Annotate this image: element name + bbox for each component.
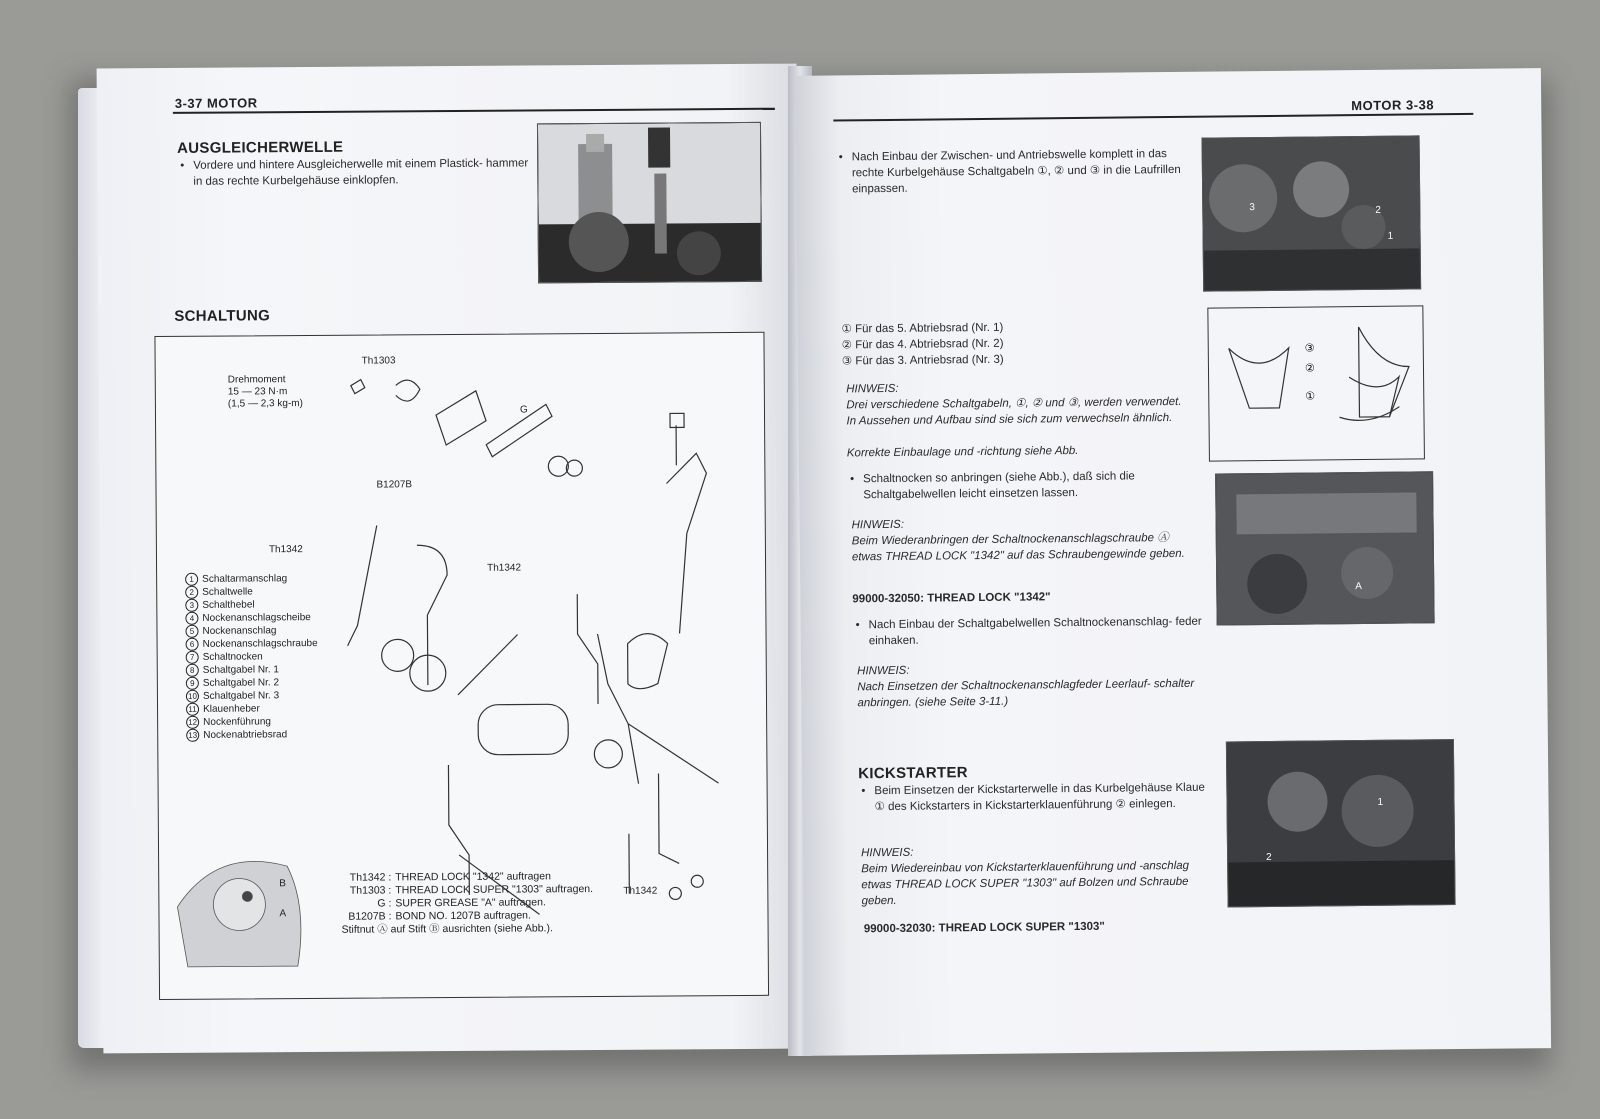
fork-label-1: ①: [1305, 390, 1316, 403]
hinweis4-title: HINWEIS:: [860, 846, 914, 860]
legend-item: 11 Klauenheber: [186, 702, 260, 716]
paragraph-schaltnocken: • Schaltnocken so anbringen (siehe Abb.), daß sich die Schaltgabelwellen leicht einsetzen lassen.: [863, 468, 1197, 503]
photo1-label-2: 2: [1375, 204, 1381, 216]
ausgleicherwelle-text: • Vordere und hintere Ausgleicherwelle mit einem Plastick- hammer in das rechte Kurbelgehäuse einklopfen.: [193, 155, 533, 189]
label-torque-kgm: (1,5 — 2,3 kg-m): [227, 398, 303, 410]
hinweis1-text: Drei verschiedene Schaltgabeln, ①, ② und ③, werden verwendet. In Aussehen und Aufbau sind sie sich zum verwechseln ähnlich.: [846, 395, 1182, 428]
legend-item: 10 Schaltgabel Nr. 3: [186, 689, 279, 703]
right-header-rule: [833, 113, 1473, 122]
right-page-header: MOTOR 3-38: [1351, 97, 1435, 114]
label-grease-g: G: [519, 404, 528, 416]
paragraph-kickstarter: • Beim Einsetzen der Kickstarterwelle in das Kurbelgehäuse Klaue ① des Kickstarters in Kickstarterklauenführung ② einlegen.: [874, 780, 1210, 816]
hinweis4-text: Beim Wiedereinbau von Kickstarterklauenführung und -anschlag etwas THREAD LOCK SUPER "1303" auf Bolzen und Schraube geben.: [861, 859, 1190, 908]
hinweis3-text: Nach Einsetzen der Schaltnockenanschlagfeder Leerlauf- schalter anbringen. (siehe Seite 3-11.): [857, 677, 1195, 710]
photo3-label-a: A: [1355, 581, 1362, 593]
photo4-label-2: 2: [1266, 851, 1272, 864]
fork-label-2: ②: [1304, 362, 1315, 375]
key-row: B1207B : BOND NO. 1207B auftragen.: [348, 909, 531, 923]
right-page: [795, 68, 1551, 1056]
label-th1342-center: Th1342: [487, 562, 522, 574]
compound-key-list: [341, 870, 593, 937]
legend-item: 7 Schaltnocken: [186, 650, 263, 664]
gearbox-illustration: [1203, 136, 1421, 290]
inset-label-a: A: [279, 908, 287, 920]
photo1-label-1: 1: [1387, 230, 1394, 242]
hinweis2-text: Beim Wiederanbringen der Schaltnockenanschlagschraube Ⓐ etwas THREAD LOCK "1342" auf das Schraubengewinde geben.: [851, 532, 1185, 564]
photo4-label-1: 1: [1377, 796, 1384, 808]
label-th1342-bottom: Th1342: [623, 885, 658, 897]
shift-cam-illustration: [1216, 472, 1434, 624]
photo-shift-forks-installed: [1202, 135, 1422, 291]
fork-list-item: ③ Für das 3. Antriebsrad (Nr. 3): [841, 353, 1004, 368]
fork-label-3: ③: [1304, 342, 1315, 355]
ausgleicherwelle-title: AUSGLEICHERWELLE: [177, 138, 344, 157]
fork-list: [841, 318, 1161, 369]
legend-item: 2 Schaltwelle: [185, 585, 253, 598]
legend-item: 3 Schalthebel: [185, 598, 254, 611]
balancer-shaft-photo: [537, 122, 762, 284]
photo-shift-cam: [1215, 471, 1435, 625]
shift-mechanism-diagram: [154, 332, 769, 1000]
stiftnut-note: Stiftnut Ⓐ auf Stift Ⓑ ausrichten (siehe Abb.).: [341, 922, 553, 936]
part-number-1303: 99000-32030: THREAD LOCK SUPER "1303": [863, 920, 1105, 936]
kickstarter-title: KICKSTARTER: [858, 764, 968, 783]
left-header-rule: [173, 108, 775, 114]
left-page-header: 3-37 MOTOR: [174, 95, 258, 111]
legend-item: 6 Nockenanschlagschraube: [186, 637, 318, 651]
part-number-1342: 99000-32050: THREAD LOCK "1342": [852, 591, 1051, 606]
label-torque-nm: 15 — 23 N·m: [227, 386, 288, 398]
legend-item: 12 Nockenführung: [186, 715, 271, 729]
shift-forks-drawing: [1207, 305, 1425, 461]
legend-item: 4 Nockenanschlagscheibe: [185, 611, 310, 625]
shift-forks-illustration: [1208, 306, 1424, 460]
legend-item: 8 Schaltgabel Nr. 1: [186, 663, 279, 677]
kickstarter-illustration: [1227, 740, 1455, 906]
key-row: Th1342 : THREAD LOCK "1342" auftragen: [349, 870, 551, 884]
left-page: [97, 64, 804, 1054]
paragraph-schaltgabeln: • Nach Einbau der Zwischen- und Antriebswelle komplett in das rechte Kurbelgehäuse Schaltgabeln ①, ② und ③ in die Laufrillen einpassen.: [852, 146, 1192, 198]
legend-item: 9 Schaltgabel Nr. 2: [186, 676, 279, 690]
paragraph-anschlagfeder: • Nach Einbau der Schaltgabelwellen Schaltnockenanschlag- feder einhaken.: [869, 614, 1203, 649]
label-b1207b: B1207B: [376, 479, 413, 491]
legend-item: 5 Nockenanschlag: [185, 624, 276, 638]
key-row: Th1303 : THREAD LOCK SUPER "1303" auftragen.: [349, 883, 594, 897]
label-drehmoment: Drehmoment: [227, 374, 286, 386]
hinweis1-title: HINWEIS:: [846, 382, 899, 396]
legend-item: 1 Schaltarmanschlag: [185, 572, 287, 586]
hinweis1b-text: Korrekte Einbaulage und -richtung siehe Abb.: [846, 444, 1079, 460]
legend-item: 13 Nockenabtriebsrad: [186, 728, 287, 742]
label-th1303: Th1303: [361, 355, 396, 367]
hinweis3-title: HINWEIS:: [857, 664, 910, 678]
hinweis2-title: HINWEIS:: [851, 518, 905, 532]
photo1-label-3: 3: [1249, 202, 1255, 214]
label-th1342-left: Th1342: [268, 544, 303, 556]
fork-list-item: ② Für das 4. Abtriebsrad (Nr. 2): [841, 337, 1004, 352]
photo-kickstarter: [1226, 739, 1456, 907]
balancer-shaft-illustration: [538, 123, 761, 283]
inset-label-b: B: [279, 878, 286, 890]
fork-list-item: ① Für das 5. Abtriebsrad (Nr. 1): [841, 321, 1004, 336]
key-row: G : SUPER GREASE "A" auftragen.: [377, 896, 546, 910]
schaltung-title: SCHALTUNG: [174, 307, 271, 325]
